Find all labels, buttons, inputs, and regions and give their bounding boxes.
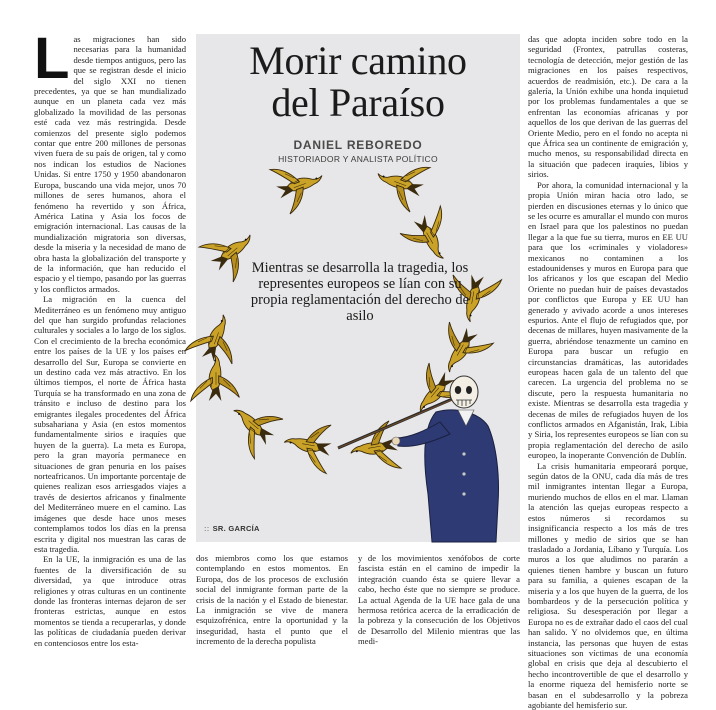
article-column-bottom-2 <box>358 553 520 647</box>
swallow-icon <box>280 418 335 474</box>
paragraph: das que adopta inciden sobre todo en la seguridad (Frontex, patrullas costeras, tecnología de detección, mejor gestión de las migraciones en los países respectivos, acuerdos de readmisión, etc.). De cara a la galería, la Unión exhibe una honda inquietud por los problemas fundamentales a que se enfrentan las economías africanas y por aquellos de los que derivan de las guerras del Oriente Medio, pero en el fondo no acepta ni que África sea un continente de emigración y, mucho menos, su responsabilidad directa en la situación que padecen iraquíes, libios y sirios. <box>528 34 688 180</box>
paragraph-intro <box>34 26 186 294</box>
article-column-right <box>528 34 688 710</box>
paragraph: La migración en la cuenca del Mediterráneo es un fenómeno muy antiguo del que han surgido profundas relaciones culturales y sociales a lo largo de los siglos. Con el crecimiento de la brecha económica entre los países de la UE y los países en desarrollo del Sur, Europa se convierte en un destino cada vez más atractivo. En los últimos tiempos, el norte de África hasta Turquía se ha transformado en una zona de tránsito e incluso de destino para los emigrantes ilegales procedentes del África subsahariana y Asia (en estos momentos fundamentalmente sirios e iraquíes que huyen de la guerra). La meta es Europa, pero la gran mayoría permanece en situaciones de gran penuria en los países norteafricanos. Un importante porcentaje de quienes realizan esos arriesgados viajes a través de desiertos africanos y finalmente del Mediterráneo muere en el camino. Las imágenes que desde hace unos meses contemplamos todos los días en la prensa escrita y digital nos muestran las caras de esta tragedia. <box>34 294 186 554</box>
pull-quote: Mientras se desarrolla la tragedia, los representes europeos se lían con su propia reglamentación del derecho de asilo <box>250 260 470 324</box>
hunter-figure <box>338 376 499 542</box>
headline-line-1: Morir camino <box>249 38 467 83</box>
paragraph: y de los movimientos xenófobos de corte fascista están en el camino de impedir la integración cuando ésta se quiere llevar a cabo, hecho éste que no siempre se produce. La actual Agenda de la UE hace gala de una hermosa retórica acerca de la erradicación de la pobreza y la consecución de los Objetivos de Desarrollo del Milenio mientras que las medi- <box>358 553 520 647</box>
paragraph: Por ahora, la comunidad internacional y la propia Unión miran hacia otro lado, se pierden en discusiones eternas y lo único que se les ocurre es amurallar el mundo con muros en Israel para que los palestinos no puedan llegar a la que fue su tierra, muros en EE UU para que los «criminales y violadores» mexicanos no contaminen a los estadounidenses y muros en Europa para que los africanos y los que escapan del Medio Oriente no puedan huir de países devastados por conflictos que Europa y EE UU han generado y avivado acorde a unos intereses espurios. Ante el flujo de refugiados que, por decenas de millares, huyen masivamente de la guerra, abriéndose tenazmente un camino en Europa para buscar un refugio en circunstancias dramáticas, las autoridades europeas hacen gala de un talento del que carecen. La urgencia del problema no se discute, pero la respuesta humanitaria no existe. Mientras se desarrolla esta tragedia y decenas de miles de refugiados huyen de los conflictos armados en Afganistán, Irak, Libia y Siria, los representes europeos se lían con su propia reglamentación del derecho de asilo europeo, la inoperante Convención de Dublín. <box>528 179 688 461</box>
illustration-credit <box>204 524 260 533</box>
paragraph: dos miembros como los que estamos contemplando en estos momentos. En Europa, dos de los procesos de exclusión social del inmigrante forman parte de la crisis de la nación y el Estado de bienestar. La inmigración se vive de manera esquizofrénica, entre la oportunidad y la inseguridad, hasta el punto que el incremento de la derecha populista <box>196 553 348 647</box>
credit-name: SR. GARCÍA <box>212 524 260 533</box>
credit-marker: :: <box>204 524 210 533</box>
headline <box>196 40 520 124</box>
drop-cap: L <box>34 26 70 91</box>
author-role: HISTORIADOR Y ANALISTA POLÍTICO <box>278 154 438 164</box>
byline <box>196 138 520 164</box>
paragraph: En la UE, la inmigración es una de las fuentes de la diversificación de su diversidad, ya que introduce otras religiones y otras culturas en un continente donde las fronteras internas dejaron de ser fronteras estrictas, aunque en estos momentos se tienda a recuperarlas, y donde las políticas de ciudadanía pueden derivar en contenciosos entre los esta- <box>34 554 186 648</box>
article-column-left <box>34 26 186 648</box>
article-column-bottom-1 <box>196 553 348 647</box>
author-name: DANIEL REBOREDO <box>293 138 423 152</box>
headline-line-2: del Paraíso <box>271 80 445 125</box>
paragraph-text: as migraciones han sido necesarias para la humanidad desde tiempos antiguos, pero las que se registran desde el inicio del siglo XXI no tienen precedentes, ya que se han mundializado aunque en un planeta cada vez más globalizado la movilidad de las personas esté cada vez más restringida. Desde comienzos del presente siglo podemos contar que entre 200 millones de personas viven fuera de su país de origen, tal y como nos indican los estudios de Naciones Unidas. Si entre 1750 y 1950 abandonaron Europa, buscando una vida mejor, unos 70 millones de seres humanos, ahora el fenómeno ha revertido y son África, América Latina y Asia los focos de emigración internacional. Las causas de la mundialización migratoria son diversas, desde la miseria y la necesidad de mano de obra hasta la globalización del transporte y de la información, que han reducido el espacio y el tiempo, pasando por las guerras y los conflictos armados. <box>34 34 186 294</box>
paragraph: La crisis humanitaria empeorará porque, según datos de la ONU, cada día más de tres mil inmigrantes intentan llegar a Europa, muriendo muchos de ellos en el mar. Llaman la atención las quejas europeas respecto a estos números si recordamos su insignificancia respecto a los más de tres millones y medio de sirios que se han trasladado a Jordania, Líbano y Turquía. Los muros a los que aludimos no pararán a quienes tienen hambre y buscan un futuro para su familia, a quienes escapan de la miseria y a los que huyen de la guerra, de los bombardeos y de la persecución política y religiosa. Su desesperación por llegar a Europa no es de extrañar dado el caos del cual han salido. Y no olvidemos que, en última instancia, las personas que huyen de estas situaciones son víctimas de una economía global en crisis que deja al descubierto el hecho incontrovertible de que el desarrollo y la enorme riqueza del hemisferio norte se basan en el subdesarrollo y la pobreza agobiante del hemisferio sur. <box>528 460 688 710</box>
swallow-icon <box>219 391 286 458</box>
illustration-panel <box>196 34 520 542</box>
swallow-icon <box>428 319 493 384</box>
swallow-icon <box>346 420 401 476</box>
